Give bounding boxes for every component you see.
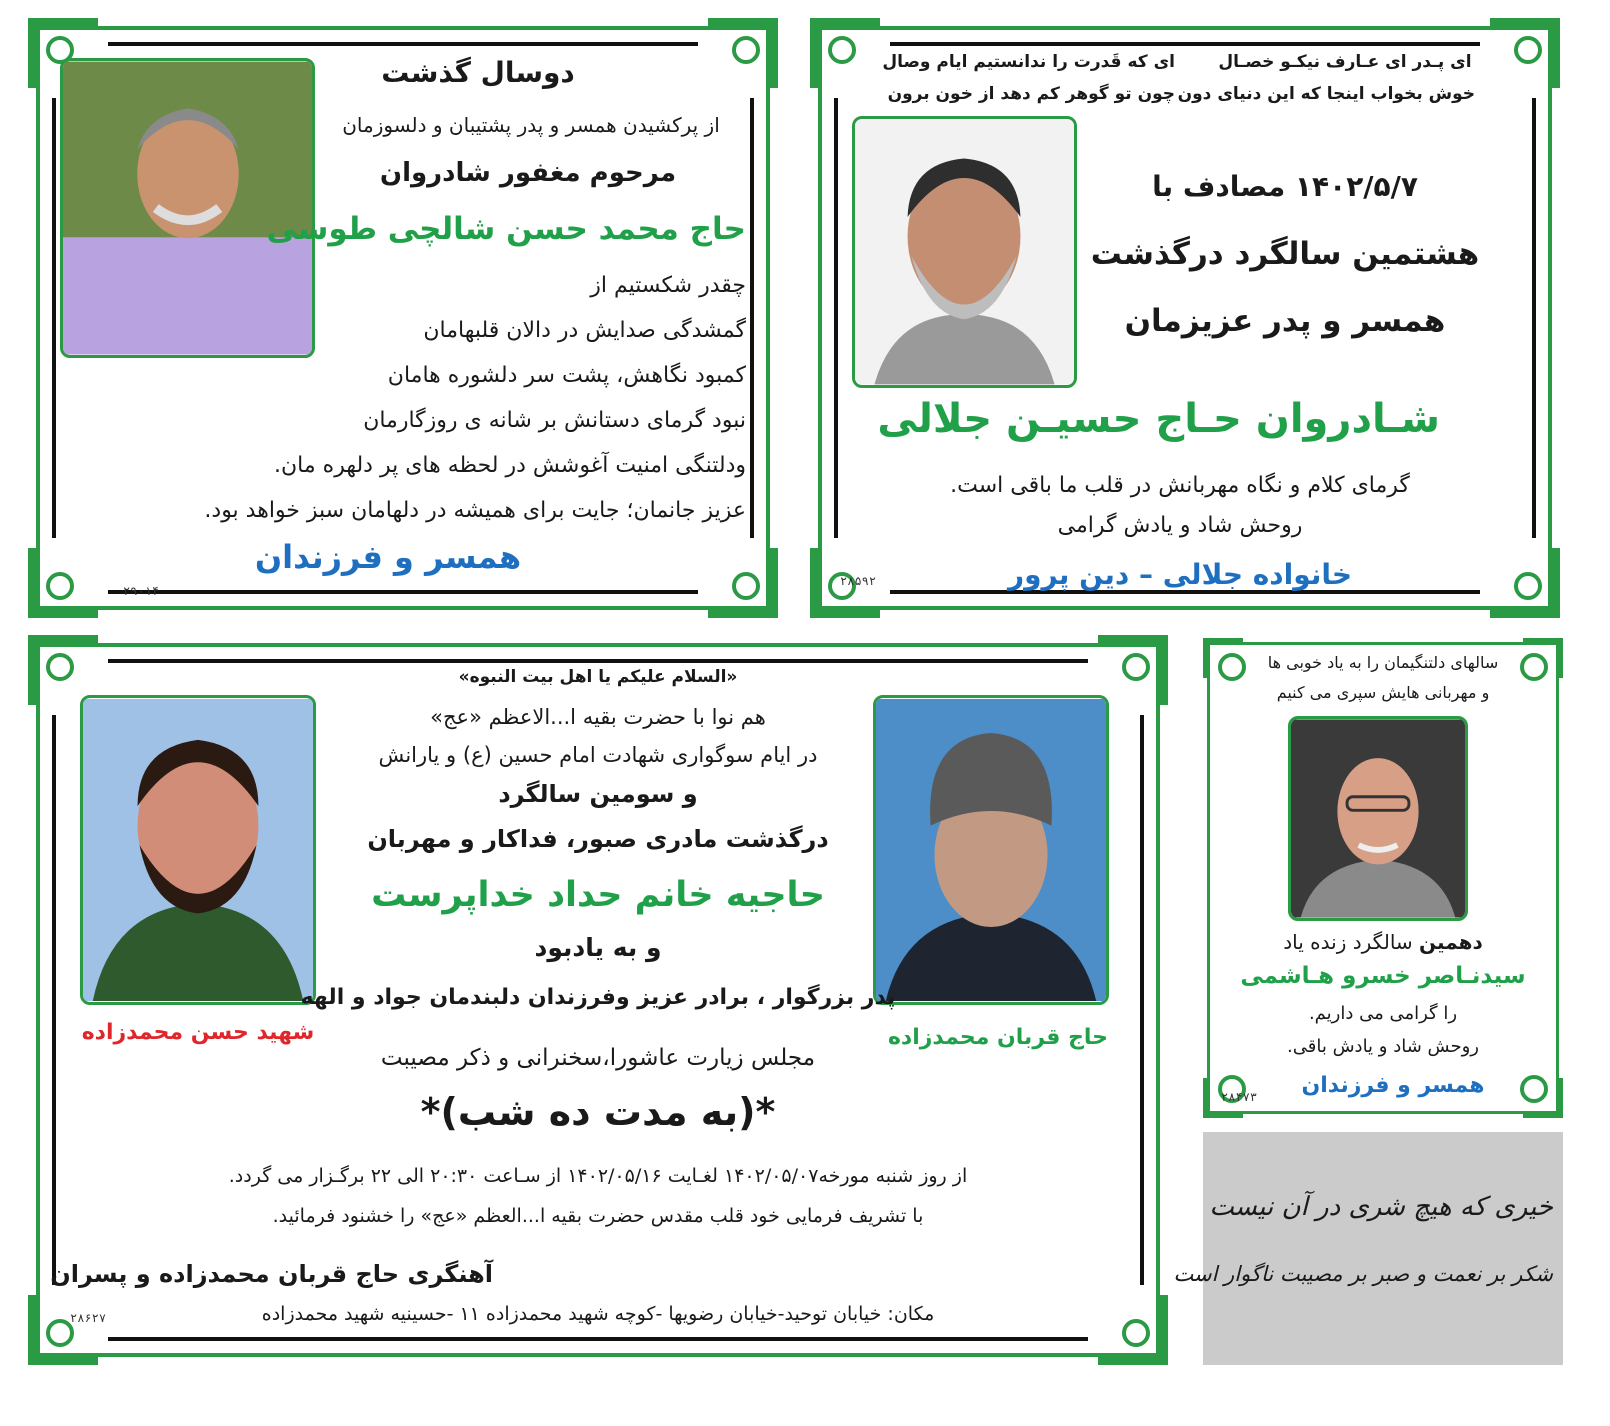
text-line: مجلس زیارت عاشورا،سخنرانی و ذکر مصیبت	[380, 1045, 816, 1071]
verse-left-2: چون تو گوهر کم دهد از خون برون	[887, 84, 1175, 104]
corner-ornament	[1490, 548, 1560, 618]
verse-right-1: ای پـدر ای عـارف نیکـو خصـال	[1218, 52, 1472, 72]
signature: خانواده جلالی – دین پرور	[1007, 558, 1353, 591]
corner-ornament	[708, 548, 778, 618]
anniversary-line	[1223, 930, 1543, 954]
anniversary-ordinal: دهمین	[1419, 930, 1483, 954]
ad-code: ۲۹۰۱۴	[123, 584, 160, 598]
duration-line: *(به مدت ده شب)*	[420, 1090, 776, 1134]
corner-ornament	[1523, 1078, 1563, 1118]
text-line: را گرامی می داریم.	[1308, 1003, 1458, 1024]
corner-ornament	[1098, 1295, 1168, 1365]
ad-code: ۲۸۶۲۷	[70, 1311, 107, 1325]
obituary-ad-1	[28, 18, 778, 618]
signature: همسر و فرزندان	[1301, 1073, 1485, 1098]
text-line: در ایام سوگواری شهادت امام حسین (ع) و یارانش	[378, 743, 818, 767]
text-line: درگذشت مادری صبور، فداکار و مهربان	[367, 825, 829, 853]
deceased-name: سیدنـاصر خسرو هـاشمی	[1240, 963, 1526, 989]
signature: همسر و فرزندان	[254, 538, 522, 576]
invitation-line: با تشریف فرمایی خود قلب مقدس حضرت بقیه ا...العظم «عج» را خشنود فرمائید.	[272, 1205, 924, 1227]
deceased-name: حاجیه خانم حداد خداپرست	[371, 875, 825, 915]
father-photo	[873, 695, 1109, 1005]
text-line: و سومین سالگرد	[498, 780, 698, 808]
poem-line: چقدر شکستیم از	[590, 273, 746, 298]
deceased-name: حاج محمد حسن شالچی طوسی	[266, 211, 746, 247]
verse-right-2: خوش بخواب اینجا که این دنیای دون	[1177, 84, 1475, 104]
quote-line-2: شکر بر نعمت و صبر بر مصیبت ناگوار است	[1173, 1262, 1553, 1286]
anniversary-line: هشتمین سالگرد درگذشت	[1090, 236, 1480, 272]
deceased-name: شـادروان حـاج حسیـن جلالی	[877, 396, 1440, 442]
portrait-icon	[876, 698, 1106, 1002]
relation-line: همسر و پدر عزیزمان	[1124, 303, 1446, 339]
memory-line: گرمای کلام و نگاه مهربانش در قلب ما باقی است.	[950, 473, 1410, 498]
title-line: مرحوم مغفور شادروان	[379, 158, 677, 188]
memorial-ad-3	[28, 635, 1168, 1365]
portrait-icon	[855, 119, 1074, 385]
text-line: و به یادبود	[534, 933, 662, 962]
text-line: پدر بزرگوار ، برادر عزیز وفرزندان دلبندمان جواد و الهه	[300, 985, 896, 1010]
poem-line: کمبود نگاهش، پشت سر دلشوره هامان	[387, 363, 746, 388]
left-photo-caption: شهید حسن محمدزاده	[81, 1020, 315, 1045]
prayer-line: روحش شاد و یادش گرامی	[1057, 513, 1303, 538]
text-line: سالهای دلتنگیمان را به یاد خوبی ها	[1267, 653, 1499, 672]
schedule-line: از روز شنبه مورخه۱۴۰۲/۰۵/۰۷ لغـایت ۱۴۰۲/۰۵/۱۶ از سـاعت ۲۰:۳۰ الی ۲۲ برگـزار می گردد.	[228, 1165, 968, 1187]
address-line: مکان: خیابان توحید-خیابان رضویها -کوچه شهید محمدزاده ۱۱ -حسینیه شهید محمدزاده	[261, 1303, 935, 1325]
text-line: و مهربانی هایش سپری می کنیم	[1276, 683, 1490, 702]
corner-ornament	[28, 1295, 98, 1365]
ad-code: ۲۸۵۹۲	[840, 574, 877, 588]
poem-line: ودلتنگی امنیت آغوشش در لحظه های پر دلهره مان.	[274, 453, 746, 478]
signature: آهنگری حاج قربان محمدزاده و پسران	[50, 1260, 493, 1288]
date-line: ۱۴۰۲/۵/۷ مصادف با	[1152, 170, 1418, 203]
right-photo-caption: حاج قربان محمدزاده	[887, 1025, 1109, 1050]
poem-line: نبود گرمای دستانش بر شانه ی روزگارمان	[363, 408, 746, 433]
ad-heading: دوسال گذشت	[381, 56, 575, 89]
portrait-icon	[1291, 719, 1465, 918]
deceased-photo	[852, 116, 1077, 388]
poem	[86, 263, 746, 533]
text-line: روحش شاد و یادش باقی.	[1287, 1036, 1479, 1057]
text-line: هم نوا با حضرت بقیه ا...الاعظم «عج»	[430, 705, 766, 729]
deceased-photo	[1288, 716, 1468, 921]
obituary-ad-2	[810, 18, 1560, 618]
quote-line-1: خیری که هیچ شری در آن نیست	[1209, 1192, 1553, 1222]
ad-code: ۲۸۴۷۳	[1221, 1090, 1258, 1104]
anniversary-text: سالگرد زنده یاد	[1283, 930, 1413, 954]
verse-left-1: ای که قَدرت را ندانستیم ایام وصال	[882, 52, 1175, 72]
martyr-photo	[80, 695, 316, 1005]
quote-box	[1173, 1132, 1563, 1365]
portrait-icon	[83, 698, 313, 1002]
corner-ornament	[810, 18, 880, 88]
salutation: «السلام علیکم یا اهل بیت النبوه»	[458, 667, 738, 687]
corner-ornament	[1098, 635, 1168, 705]
corner-ornament	[1490, 18, 1560, 88]
poem-line: عزیز جانمان؛ جایت برای همیشه در دلهامان سبز خواهد بود.	[204, 498, 746, 523]
intro-line: از پرکشیدن همسر و پدر پشتیبان و دلسوزمان	[342, 113, 720, 137]
corner-ornament	[28, 548, 98, 618]
obituary-ad-4	[1203, 638, 1563, 1118]
corner-ornament	[708, 18, 778, 88]
poem-line: گمشدگی صدایش در دالان قلبهامان	[423, 318, 746, 343]
